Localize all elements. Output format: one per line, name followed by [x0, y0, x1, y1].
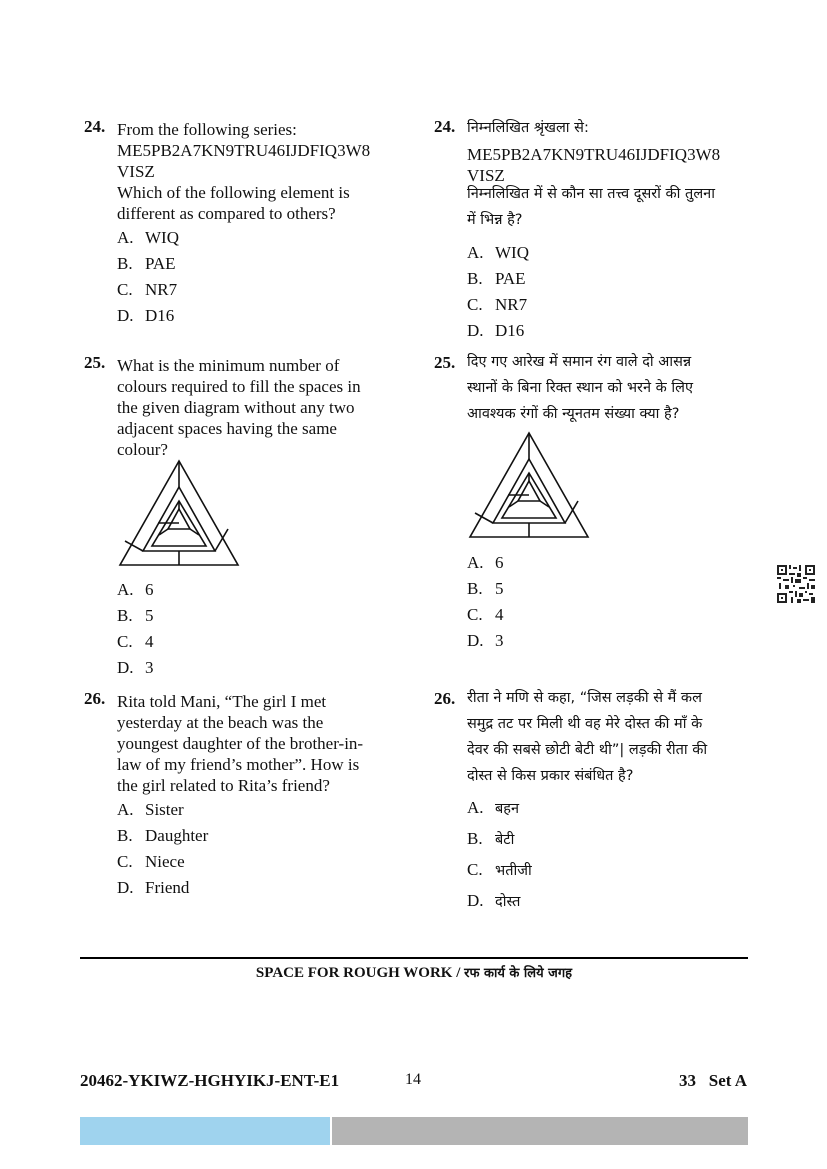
- option-d[interactable]: D. दोस्त: [467, 891, 521, 910]
- option-a[interactable]: A. Sister: [117, 800, 184, 819]
- question-series: ME5PB2A7KN9TRU46IJDFIQ3W8 VISZ: [467, 145, 721, 185]
- option-c[interactable]: C. भतीजी: [467, 860, 532, 879]
- question-text-hindi: निम्नलिखित श्रृंखला से:: [467, 120, 589, 136]
- question-text: Rita told Mani, “The girl I met yesterday at the beach was the youngest daughter of the brother-in- law of my friend’s mother”. How is the girl related to Rita’s friend?: [117, 692, 364, 795]
- question-text-hindi: रीता ने मणि से कहा, “जिस लड़की से मैं कल समुद्र तट पर मिली थी वह मेरे दोस्त की माँ के देवर की सबसे छोटी बेटी थी”| लड़की रीता की दोस्त से किस प्रकार संबंधित है?: [467, 690, 708, 784]
- question-text: What is the minimum number of colours required to fill the spaces in the given diagram without any two adjacent spaces having the same colour?: [117, 356, 361, 459]
- option-a[interactable]: A. 6: [467, 553, 504, 572]
- option-b[interactable]: B. बेटी: [467, 829, 515, 848]
- question-number: 25.: [84, 353, 106, 372]
- footer-bar-grey: [332, 1117, 748, 1145]
- nested-triangle-diagram: [468, 431, 590, 541]
- option-b[interactable]: B. PAE: [117, 254, 176, 273]
- question-text-hindi: दिए गए आरेख में समान रंग वाले दो आसन्न स्थानों के बिना रिक्त स्थान को भरने के लिए आवश्यक रंगों की न्यूनतम संख्या क्या है?: [467, 354, 693, 422]
- option-c[interactable]: C. 4: [117, 632, 154, 651]
- option-c[interactable]: C. 4: [467, 605, 504, 624]
- option-c[interactable]: C. Niece: [117, 852, 185, 871]
- option-c[interactable]: C. NR7: [117, 280, 178, 299]
- option-a[interactable]: A. WIQ: [117, 228, 179, 247]
- option-d[interactable]: D. Friend: [117, 878, 190, 897]
- option-d[interactable]: D. 3: [117, 658, 154, 677]
- option-a[interactable]: A. बहन: [467, 798, 520, 817]
- question-number: 26.: [84, 689, 106, 708]
- question-number: 26.: [434, 689, 456, 708]
- question-number: 25.: [434, 353, 456, 372]
- option-b[interactable]: B. 5: [467, 579, 504, 598]
- option-d[interactable]: D. D16: [117, 306, 175, 325]
- rough-work-divider: [80, 957, 748, 959]
- option-b[interactable]: B. 5: [117, 606, 154, 625]
- footer-bar-blue: [80, 1117, 330, 1145]
- option-d[interactable]: D. D16: [467, 321, 525, 340]
- question-text-hindi-rest: निम्नलिखित में से कौन सा तत्त्व दूसरों की तुलना में भिन्न है?: [467, 186, 715, 228]
- question-text: From the following series: ME5PB2A7KN9TRU46IJDFIQ3W8 VISZ Which of the following element is different as compared to others?: [117, 120, 371, 223]
- option-d[interactable]: D. 3: [467, 631, 504, 650]
- rough-work-heading: SPACE FOR ROUGH WORK / रफ कार्य के लिये जगह: [255, 965, 573, 981]
- option-a[interactable]: A. WIQ: [467, 243, 529, 262]
- option-b[interactable]: B. PAE: [467, 269, 526, 288]
- nested-triangle-diagram: [118, 459, 240, 569]
- option-a[interactable]: A. 6: [117, 580, 154, 599]
- paper-code: 20462-YKIWZ-HGHYIKJ-ENT-E1: [80, 1071, 340, 1090]
- qr-code-icon: [777, 565, 815, 603]
- set-label: 33 Set A: [679, 1071, 747, 1090]
- option-b[interactable]: B. Daughter: [117, 826, 209, 845]
- question-number: 24.: [434, 117, 456, 136]
- page-number: 14: [405, 1071, 421, 1088]
- option-c[interactable]: C. NR7: [467, 295, 528, 314]
- question-number: 24.: [84, 117, 106, 136]
